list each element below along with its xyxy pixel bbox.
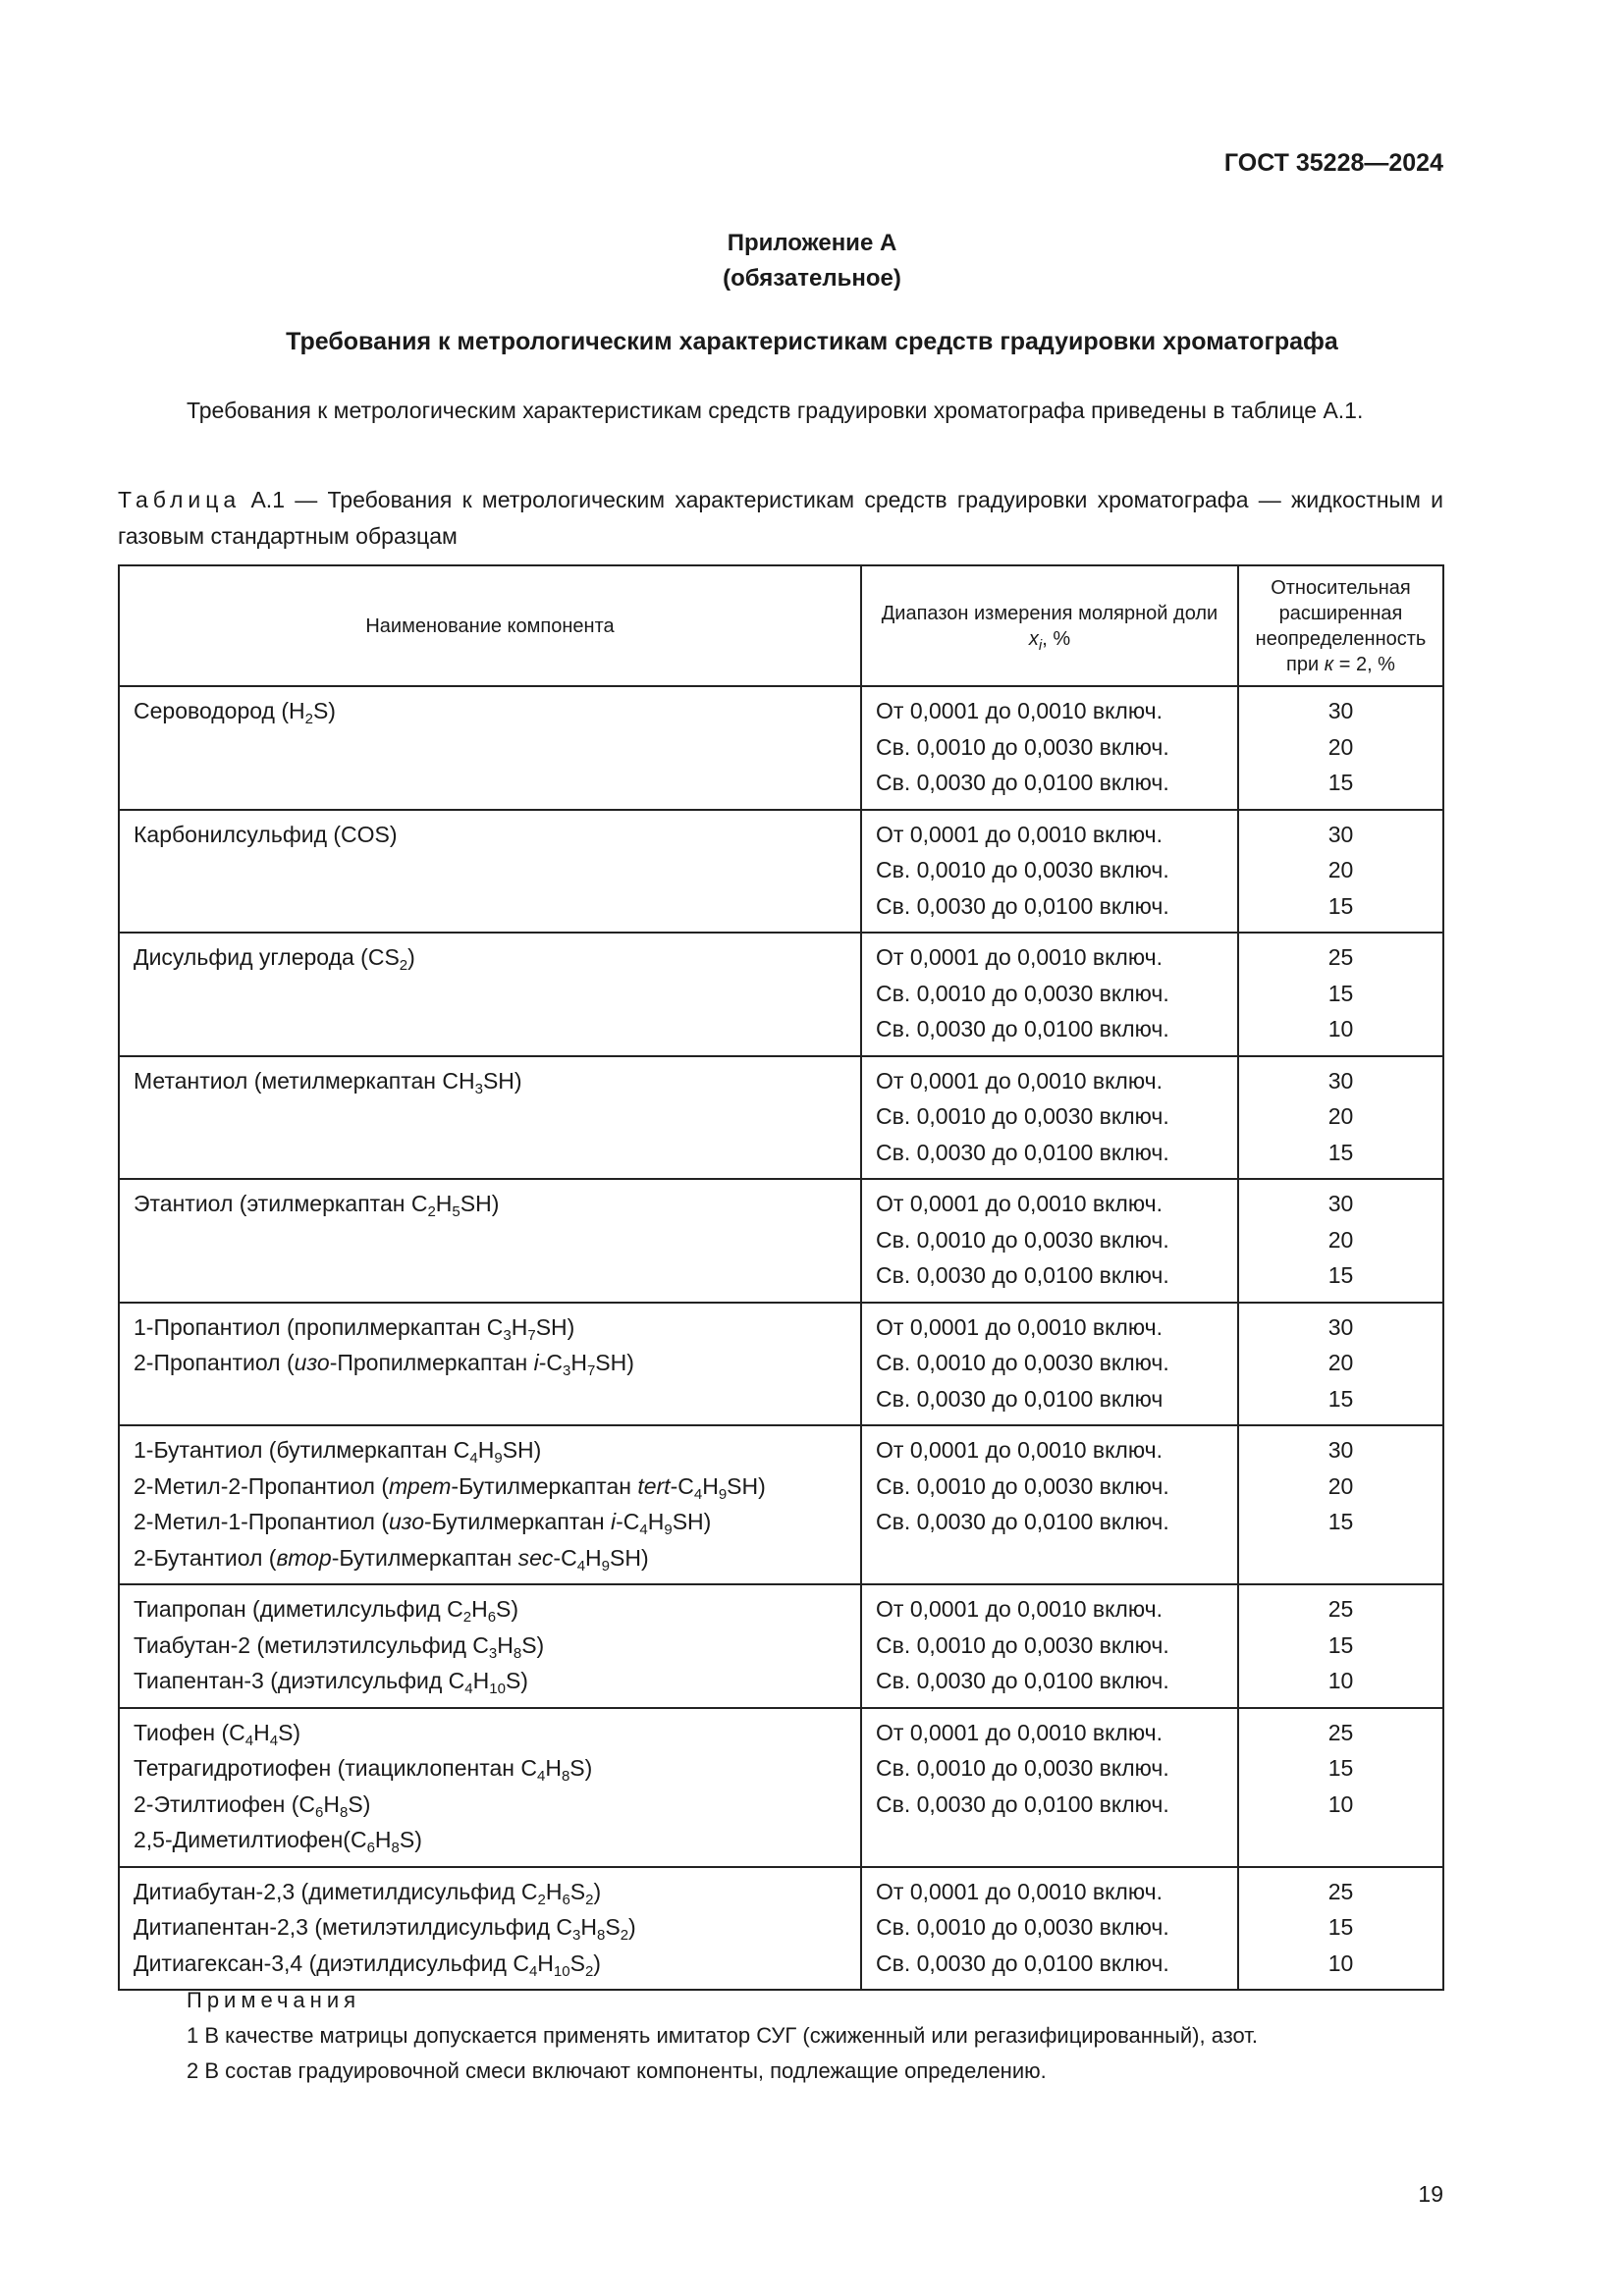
uncertainty-value: 20 <box>1327 857 1354 882</box>
note-item: 1 В качестве матрицы допускается применять имитатор СУГ (сжиженный или регазифицированный), азот. <box>187 2023 1259 2048</box>
component-name: Тиабутан-2 (метилэтилсульфид $C_3H_8S$) <box>134 1631 545 1662</box>
header-component-name: Наименование компонента <box>119 565 861 686</box>
uncertainty-value: 25 <box>1327 1719 1354 1745</box>
measurement-range-cell <box>861 1425 1238 1584</box>
component-name: Тиофен $(C_4H_4S)$ <box>134 1719 301 1749</box>
notes-block <box>187 1983 1443 2089</box>
component-name: Тиапентан-3 (диэтилсульфид $C_4H_{10}S$) <box>134 1668 528 1697</box>
measurement-range: Св. 0,0010 до 0,0030 включ. <box>876 857 1169 882</box>
uncertainty-cell <box>1238 1056 1443 1180</box>
component-name-cell <box>119 1584 861 1708</box>
component-name-cell <box>119 933 861 1056</box>
table-row <box>119 933 1443 1056</box>
measurement-range: Св. 0,0010 до 0,0030 включ. <box>876 733 1169 760</box>
measurement-range-cell <box>861 933 1238 1056</box>
measurement-range: От 0,0001 до 0,0010 включ. <box>876 1719 1163 1745</box>
measurement-range-cell <box>861 1056 1238 1180</box>
uncertainty-value: 20 <box>1327 1350 1354 1375</box>
measurement-range-cell <box>861 810 1238 934</box>
component-name: 2-Этилтиофен $(C_6H_8S)$ <box>134 1790 371 1821</box>
uncertainty-value: 15 <box>1327 1385 1354 1412</box>
uncertainty-value: 25 <box>1327 944 1354 970</box>
uncertainty-value: 15 <box>1327 1509 1354 1534</box>
uncertainty-value: 10 <box>1327 1016 1354 1041</box>
component-name: $2,5-Диметилтиофен(C_6H_8S)$ <box>134 1827 422 1856</box>
uncertainty-value: 30 <box>1327 1191 1354 1216</box>
component-name: Дисульфид углерода $(CS_2)$ <box>134 944 415 974</box>
component-name: Дитиабутан-2,3 (диметилдисульфид $C_2H_6S_2$) <box>134 1878 602 1908</box>
uncertainty-cell <box>1238 933 1443 1056</box>
measurement-range: Св. 0,0030 до 0,0100 включ. <box>876 1668 1169 1693</box>
measurement-range: Св. 0,0030 до 0,0100 включ <box>876 1385 1164 1412</box>
component-name: 2-Метил-1-Пропантиол (изо-Бутилмеркаптан $i-C_4H_9SH$) <box>134 1509 712 1538</box>
uncertainty-value: 30 <box>1327 1067 1354 1094</box>
component-name-cell <box>119 1056 861 1180</box>
component-name: 2-Метил-2-Пропантиол (трет-Бутилмеркаптан tert-$C_4H_9SH$) <box>134 1472 766 1503</box>
component-name: 2-Бутантиол (втор-Бутилмеркаптан $\sec-C_4H_9SH$) <box>134 1544 649 1575</box>
table-row <box>119 1056 1443 1180</box>
component-name-cell <box>119 1867 861 1991</box>
uncertainty-cell <box>1238 1303 1443 1426</box>
measurement-range: От 0,0001 до 0,0010 включ. <box>876 821 1163 847</box>
uncertainty-value: 20 <box>1327 1472 1354 1499</box>
component-name: Дитиапентан-2,3 (метилэтилдисульфид $C_3H_8S_2$) <box>134 1914 636 1944</box>
measurement-range-cell <box>861 1708 1238 1867</box>
measurement-range: Св. 0,0030 до 0,0100 включ. <box>876 1949 1169 1976</box>
annex-title: Приложение А <box>727 230 897 256</box>
measurement-range: От 0,0001 до 0,0010 включ. <box>876 1191 1163 1216</box>
component-name-cell <box>119 1708 861 1867</box>
header-measurement-range: Диапазон измерения молярной доли $x_i$, % <box>861 565 1238 686</box>
measurement-range: Св. 0,0010 до 0,0030 включ. <box>876 1472 1169 1499</box>
intro-paragraph: Требования к метрологическим характеристикам средств градуировки хроматографа приведены в таблице А.1. <box>187 398 1364 423</box>
uncertainty-value: 25 <box>1327 1596 1354 1622</box>
measurement-range-cell <box>861 1867 1238 1991</box>
uncertainty-cell <box>1238 1867 1443 1991</box>
document-code: ГОСТ 35228—2024 <box>1223 149 1443 177</box>
uncertainty-value: 15 <box>1327 1755 1354 1781</box>
component-name: 1-Пропантиол (пропилмеркаптан $C_3H_7SH$) <box>134 1313 575 1344</box>
table-row <box>119 1179 1443 1303</box>
table-row <box>119 810 1443 934</box>
component-name: Метантиол (метилмеркаптан $CH_3SH$) <box>134 1067 522 1097</box>
uncertainty-value: 30 <box>1327 1437 1354 1463</box>
component-name: Сероводород $(H_2S)$ <box>134 698 336 727</box>
measurement-range: Св. 0,0030 до 0,0100 включ. <box>876 892 1169 919</box>
annex-block <box>0 226 1624 296</box>
measurement-range: От 0,0001 до 0,0010 включ. <box>876 1596 1163 1622</box>
component-name: 2-Пропантиол (изо-Пропилмеркаптан $i-C_3H_7SH$) <box>134 1350 634 1379</box>
table-row <box>119 1867 1443 1991</box>
measurement-range: Св. 0,0030 до 0,0100 включ. <box>876 770 1169 795</box>
uncertainty-cell <box>1238 1179 1443 1303</box>
component-name-cell <box>119 1179 861 1303</box>
measurement-range: Св. 0,0010 до 0,0030 включ. <box>876 1755 1169 1781</box>
table-caption-text: А.1 — Требования к метрологическим характеристикам средств градуировки хроматографа — жидкостным и газовым стандартным образцам <box>118 487 1444 549</box>
table-caption-label: Таблица <box>118 487 242 512</box>
uncertainty-value: 15 <box>1327 1262 1354 1288</box>
measurement-range: Св. 0,0010 до 0,0030 включ. <box>876 980 1169 1006</box>
component-name: Тиапропан (диметилсульфид $C_2H_6S$) <box>134 1596 519 1626</box>
uncertainty-value: 10 <box>1327 1790 1354 1817</box>
measurement-range-cell <box>861 1303 1238 1426</box>
uncertainty-cell <box>1238 1708 1443 1867</box>
uncertainty-value: 15 <box>1327 1914 1354 1940</box>
uncertainty-value: 15 <box>1327 980 1354 1006</box>
measurement-range: Св. 0,0030 до 0,0100 включ. <box>876 1790 1169 1817</box>
table-row <box>119 686 1443 810</box>
component-name-cell <box>119 1425 861 1584</box>
uncertainty-cell <box>1238 686 1443 810</box>
measurement-range: От 0,0001 до 0,0010 включ. <box>876 944 1163 970</box>
uncertainty-value: 15 <box>1327 1631 1354 1658</box>
measurement-range: Св. 0,0030 до 0,0100 включ. <box>876 1139 1169 1165</box>
requirements-table <box>118 564 1444 1991</box>
table-row <box>119 1584 1443 1708</box>
uncertainty-cell <box>1238 810 1443 934</box>
table-body <box>119 686 1443 1990</box>
measurement-range-cell <box>861 1584 1238 1708</box>
measurement-range: Св. 0,0010 до 0,0030 включ. <box>876 1914 1169 1940</box>
uncertainty-value: 30 <box>1327 698 1354 723</box>
section-heading: Требования к метрологическим характеристикам средств градуировки хроматографа <box>286 328 1338 355</box>
measurement-range: Св. 0,0010 до 0,0030 включ. <box>876 1631 1169 1658</box>
component-name-cell <box>119 686 861 810</box>
measurement-range: От 0,0001 до 0,0010 включ. <box>876 698 1163 723</box>
header-uncertainty: Относительная расширенная неопределенность при к = 2, % <box>1238 565 1443 686</box>
uncertainty-value: 10 <box>1327 1949 1354 1976</box>
component-name: Этантиол (этилмеркаптан $C_2H_5SH$) <box>134 1191 500 1220</box>
uncertainty-value: 15 <box>1327 892 1354 919</box>
uncertainty-value: 10 <box>1327 1668 1354 1693</box>
table-row <box>119 1425 1443 1584</box>
measurement-range: От 0,0001 до 0,0010 включ. <box>876 1313 1163 1340</box>
component-name-cell <box>119 1303 861 1426</box>
component-name: Карбонилсульфид (COS) <box>134 821 398 847</box>
uncertainty-value: 30 <box>1327 1313 1354 1340</box>
measurement-range: Св. 0,0030 до 0,0100 включ. <box>876 1016 1169 1041</box>
component-name: Дитиагексан-3,4 (диэтилдисульфид $C_4H_{10}S_2$) <box>134 1949 601 1980</box>
table-caption <box>118 482 1443 555</box>
uncertainty-cell <box>1238 1584 1443 1708</box>
table-row <box>119 1303 1443 1426</box>
measurement-range: Св. 0,0030 до 0,0100 включ. <box>876 1262 1169 1288</box>
measurement-range: Св. 0,0010 до 0,0030 включ. <box>876 1350 1169 1375</box>
uncertainty-cell <box>1238 1425 1443 1584</box>
table-header-row <box>119 565 1443 686</box>
uncertainty-value: 20 <box>1327 1103 1354 1129</box>
measurement-range: От 0,0001 до 0,0010 включ. <box>876 1437 1163 1463</box>
uncertainty-value: 15 <box>1327 770 1354 795</box>
uncertainty-value: 30 <box>1327 821 1354 847</box>
notes-title: Примечания <box>187 1988 361 2012</box>
measurement-range-cell <box>861 686 1238 810</box>
component-name-cell <box>119 810 861 934</box>
measurement-range: Св. 0,0010 до 0,0030 включ. <box>876 1226 1169 1253</box>
measurement-range: От 0,0001 до 0,0010 включ. <box>876 1067 1163 1094</box>
component-name: 1-Бутантиол (бутилмеркаптан $C_4H_9SH$) <box>134 1437 542 1467</box>
annex-status: (обязательное) <box>723 265 901 292</box>
measurement-range: Св. 0,0030 до 0,0100 включ. <box>876 1509 1169 1534</box>
measurement-range-cell <box>861 1179 1238 1303</box>
note-item: 2 В состав градуировочной смеси включают компоненты, подлежащие определению. <box>187 2058 1047 2083</box>
measurement-range: От 0,0001 до 0,0010 включ. <box>876 1878 1163 1904</box>
uncertainty-value: 25 <box>1327 1878 1354 1904</box>
uncertainty-value: 20 <box>1327 733 1354 760</box>
page-number: 19 <box>1418 2181 1443 2207</box>
table-row <box>119 1708 1443 1867</box>
uncertainty-value: 20 <box>1327 1226 1354 1253</box>
measurement-range: Св. 0,0010 до 0,0030 включ. <box>876 1103 1169 1129</box>
component-name: Тетрагидротиофен (тиациклопентан $C_4H_8S$) <box>134 1755 593 1785</box>
uncertainty-value: 15 <box>1327 1139 1354 1165</box>
